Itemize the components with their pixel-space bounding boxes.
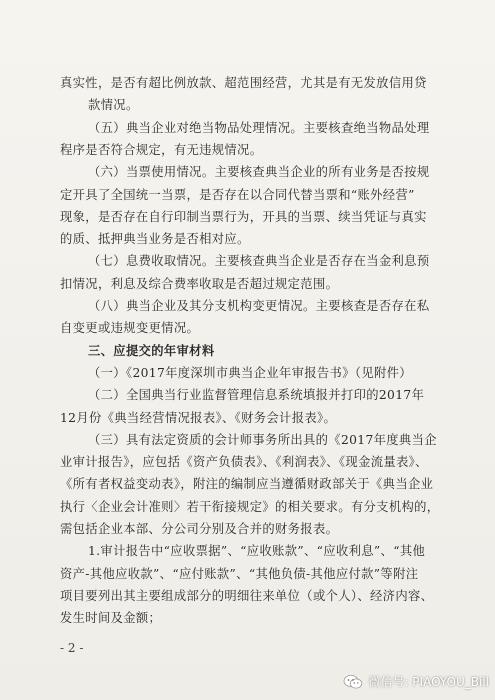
text-line: （六）当票使用情况。主要核查典当企业的所有业务是否按规: [88, 165, 430, 180]
text-line: （八）典当企业及其分支机构变更情况。主要核查是否存在私: [88, 299, 430, 313]
text-line: 发生时间及金额；: [60, 611, 162, 626]
text-line: 的质、抵押典当业务是否相对应。: [60, 232, 250, 247]
text-line: （一）《2017年度深圳市典当企业年审报告书》（见附件）: [88, 365, 412, 380]
watermark-text: 微信号: PIAOYOU_Bill: [368, 675, 489, 689]
text-line: 定开具了全国统一当票，是否存在以合同代替当票和“账外经营”: [60, 187, 415, 202]
text-line: 项目要列出其主要组成部分的明细往来单位（或个人）、经济内容、: [60, 588, 434, 603]
text-line: 自变更或违规变更情况。: [60, 321, 200, 336]
text-line: （五）典当企业对绝当物品处理情况。主要核查绝当物品处理: [88, 120, 430, 135]
text-line: 资产-其他应收款”、“应付账款”、“其他负债-其他应付款”等附注: [60, 566, 419, 581]
text-line: 真实性，是否有超比例放款、超范围经营，尤其是有无发放信用贷: [60, 76, 427, 90]
text-line: 款情况。: [88, 98, 139, 113]
text-line: （七）息费收取情况。主要核查典当企业是否存在当金利息预: [88, 254, 430, 269]
text-line: 需包括企业本部、分公司分别及合并的财务报表。: [60, 522, 339, 536]
text-line: 程序是否符合规定，有无违规情况。: [60, 142, 263, 157]
text-line: 扣情况，利息及综合费率收取是否超过规定范围。: [60, 276, 339, 291]
text-line: 《所有者权益变动表》，附注的编制应当遵循财政部关于《典当企业: [60, 477, 434, 492]
text-line: 12月份《典当经营情况报表》、《财务会计报表》。: [60, 410, 337, 425]
text-line: （三）具有法定资质的会计师事务所出具的《2017年度典当企: [88, 432, 437, 447]
page-number: - 2 -: [60, 641, 84, 655]
wechat-icon: [343, 674, 363, 690]
text-line: 执行〈企业会计准则〉若干衔接规定》的相关要求。有分支机构的，: [60, 499, 440, 514]
text-line: （二）全国典当行业监督管理信息系统填报并打印的2017年: [88, 388, 425, 403]
section-heading: 三、应提交的年审材料: [88, 343, 215, 358]
watermark: [343, 673, 489, 690]
text-line: 现象，是否存在自行印制当票行为，开具的当票、续当凭证与真实: [60, 209, 427, 224]
text-line: 业审计报告》，应包括《资产负债表》、《利润表》、《现金流量表》、: [60, 455, 428, 470]
text-line: 1.审计报告中“应收票据”、“应收账款”、“应收利息”、“其他: [88, 544, 426, 559]
